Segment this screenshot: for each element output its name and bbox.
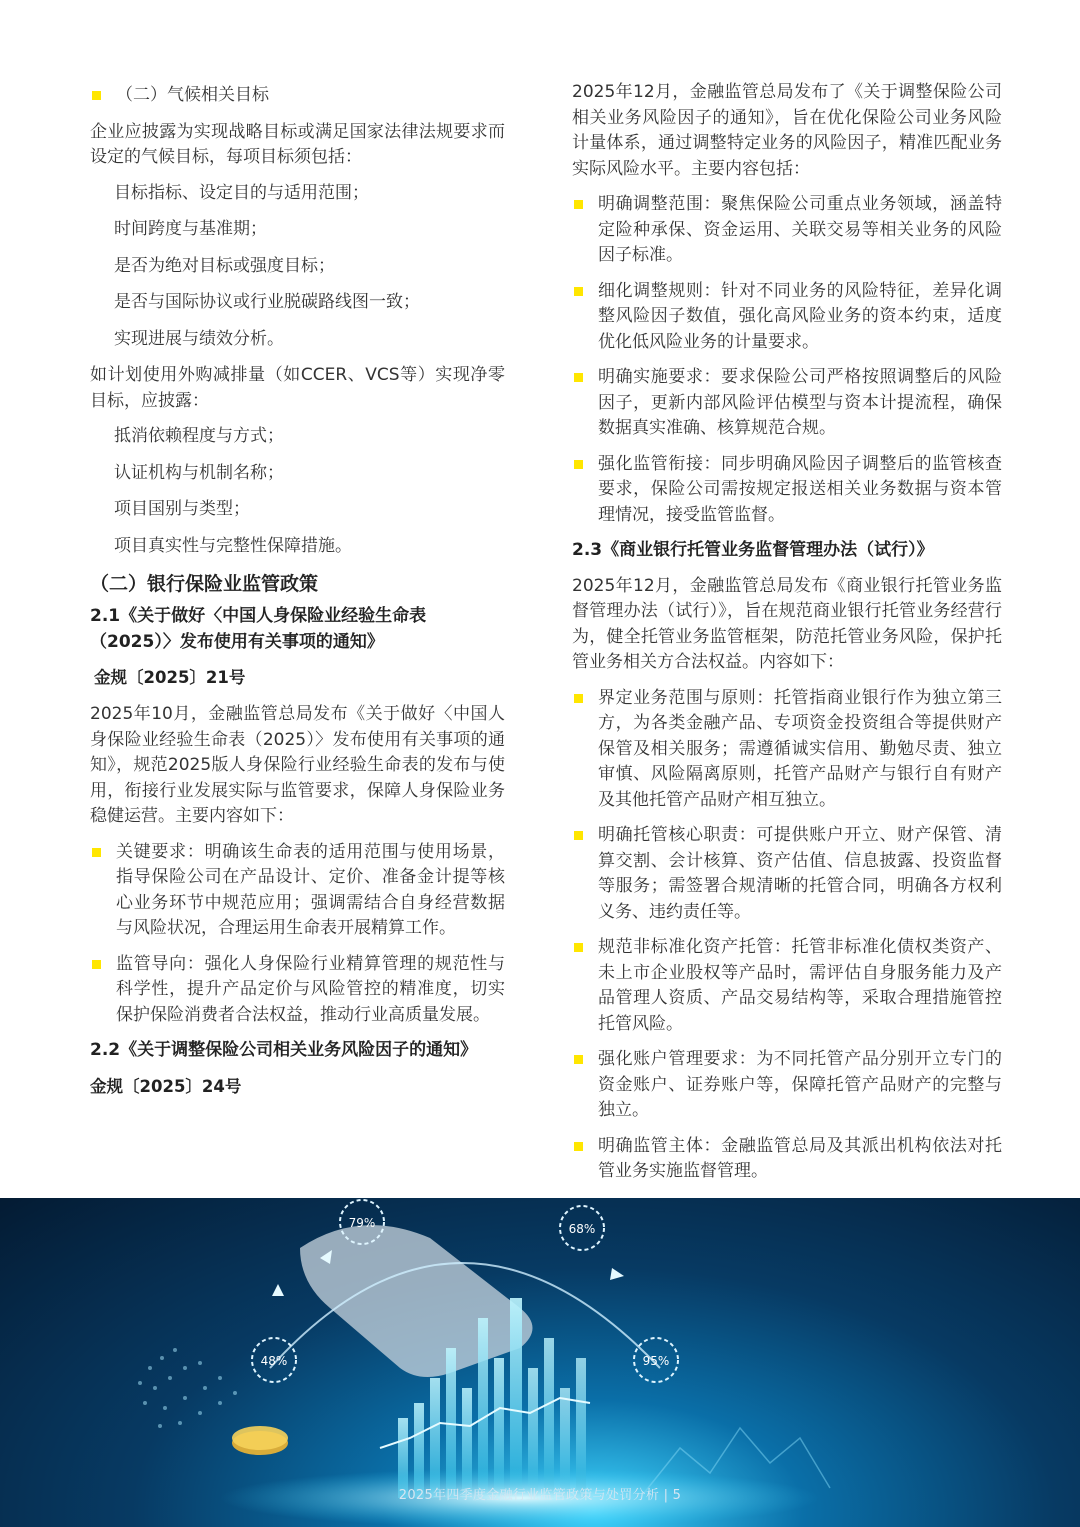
offset-item: 项目国别与类型；: [114, 499, 250, 519]
s22-bullet: 细化调整规则：针对不同业务的风险特征，差异化调整风险因子数值，强化高风险业务的资本约束，适度优化低风险业务的计量要求。: [572, 279, 1002, 356]
percent-badge: [634, 1338, 678, 1382]
offset-intro: 如计划使用外购减排量（如CCER、VCS等）实现净零目标，应披露：: [90, 365, 505, 411]
bullet-square-icon: [92, 960, 101, 969]
s21-bullet: 关键要求：明确该生命表的适用范围与使用场景，指导保险公司在产品设计、定价、准备金计提等核心业务环节中规范应用；强调需结合自身经营数据与风险状况，合理运用生命表开展精算工作。: [90, 840, 505, 942]
s23-title: 2.3《商业银行托管业务监督管理办法（试行）》: [572, 540, 934, 560]
svg-text:68%: 68%: [568, 1222, 596, 1236]
banner-illustration: [0, 1198, 1080, 1527]
offset-item: 项目真实性与完整性保障措施。: [114, 535, 352, 556]
bullet-square-icon: [574, 694, 583, 703]
percent-badge: [252, 1338, 296, 1382]
s22-intro: 2025年12月，金融监管总局发布了《关于调整保险公司相关业务风险因子的通知》，旨在优化保险公司业务风险计量体系，通过调整特定业务的风险因子，精准匹配业务实际风险水平。主要内容包括：: [572, 82, 1002, 179]
s23-bullet: 强化账户管理要求：为不同托管产品分别开立专门的资金账户、证券账户等，保障托管产品财产的完整与独立。: [572, 1047, 1002, 1124]
bullet-square-icon: [574, 460, 583, 469]
svg-text:95%: 95%: [642, 1354, 670, 1368]
s23-bullet: 规范非标准化资产托管：托管非标准化债权类资产、未上市企业股权等产品时，需评估自身服务能力及产品管理人资质、产品交易结构等，采取合理措施管控托管风险。: [572, 935, 1002, 1037]
s21-title: 2.1《关于做好〈中国人身保险业经验生命表（2025）〉发布使用有关事项的通知》: [90, 606, 427, 652]
s22-title: 2.2《关于调整保险公司相关业务风险因子的通知》: [90, 1040, 478, 1060]
right-column: [572, 80, 1002, 1195]
s21-docno: 金规〔2025〕21号: [94, 668, 246, 687]
svg-text:79%: 79%: [348, 1216, 376, 1230]
s23-bullet: 明确监管主体：金融监管总局及其派出机构依法对托管业务实施监督管理。: [572, 1134, 1002, 1185]
bullet-square-icon: [92, 91, 101, 100]
bullet-square-icon: [574, 943, 583, 952]
s22-bullet: 强化监管衔接：同步明确风险因子调整后的监管核查要求，保险公司需按规定报送相关业务数据与资本管理情况，接受监管监督。: [572, 452, 1002, 529]
climate-item: 是否与国际协议或行业脱碳路线图一致；: [114, 292, 420, 312]
svg-text:48%: 48%: [260, 1354, 288, 1368]
offset-item: 抵消依赖程度与方式；: [114, 426, 284, 446]
s21-intro: 2025年10月，金融监管总局发布《关于做好〈中国人身保险业经验生命表（2025）〉发布使用有关事项的通知》，规范2025版人身保险行业经验生命表的发布与使用，衔接行业发展实际与监管要求，保障人身保险业务稳健运营。主要内容如下：: [90, 704, 505, 826]
globe-icon: [138, 1348, 237, 1428]
s23-bullet: 明确托管核心职责：可提供账户开立、财产保管、清算交割、会计核算、资产估值、信息披露、投资监督等服务；需签署合规清晰的托管合同，明确各方权利义务、违约责任等。: [572, 823, 1002, 925]
climate-item: 是否为绝对目标或强度目标；: [114, 255, 335, 276]
bullet-square-icon: [574, 287, 583, 296]
banner-image: [0, 1198, 1080, 1527]
left-column: [90, 80, 505, 1111]
climate-item: 实现进展与绩效分析。: [114, 328, 284, 349]
climate-targets-heading: （二）气候相关目标: [90, 83, 505, 109]
hand-shape: [300, 1225, 533, 1377]
bullet-square-icon: [92, 848, 101, 857]
s21-bullet: 监管导向：强化人身保险行业精算管理的规范性与科学性，提升产品定价与风险管控的精准度，切实保护保险消费者合法权益，推动行业高质量发展。: [90, 952, 505, 1029]
s22-docno: 金规〔2025〕24号: [90, 1076, 242, 1096]
bullet-square-icon: [574, 200, 583, 209]
bullet-square-icon: [574, 1055, 583, 1064]
bullet-square-icon: [574, 1142, 583, 1151]
page-footer: 2025年四季度金融行业监管政策与处罚分析 | 5: [398, 1488, 682, 1503]
climate-item: 时间跨度与基准期；: [114, 219, 267, 239]
bullet-square-icon: [574, 831, 583, 840]
bullet-square-icon: [574, 373, 583, 382]
climate-intro: 企业应披露为实现战略目标或满足国家法律法规要求而设定的气候目标，每项目标须包括：: [90, 121, 505, 167]
climate-item: 目标指标、设定目的与适用范围；: [114, 182, 369, 203]
percent-badge: [560, 1206, 604, 1250]
offset-item: 认证机构与机制名称；: [114, 462, 284, 483]
section-title: （二）银行保险业监管政策: [90, 573, 319, 595]
s23-bullet: 界定业务范围与原则：托管指商业银行作为独立第三方，为各类金融产品、专项资金投资组合等提供财产保管及相关服务；需遵循诚实信用、勤勉尽责、独立审慎、风险隔离原则，托管产品财产与银行自有财产及其他托管产品财产相互独立。: [572, 686, 1002, 814]
s23-intro: 2025年12月，金融监管总局发布《商业银行托管业务监督管理办法（试行）》，旨在规范商业银行托管业务经营行为，健全托管业务监管框架，防范托管业务风险，保护托管业务相关方合法权益。内容如下：: [572, 575, 1002, 672]
s22-bullet: 明确实施要求：要求保险公司严格按照调整后的风险因子，更新内部风险评估模型与资本计提流程，确保数据真实准确、核算规范合规。: [572, 365, 1002, 442]
s22-bullet: 明确调整范围：聚焦保险公司重点业务领域，涵盖特定险种承保、资金运用、关联交易等相关业务的风险因子标准。: [572, 192, 1002, 269]
